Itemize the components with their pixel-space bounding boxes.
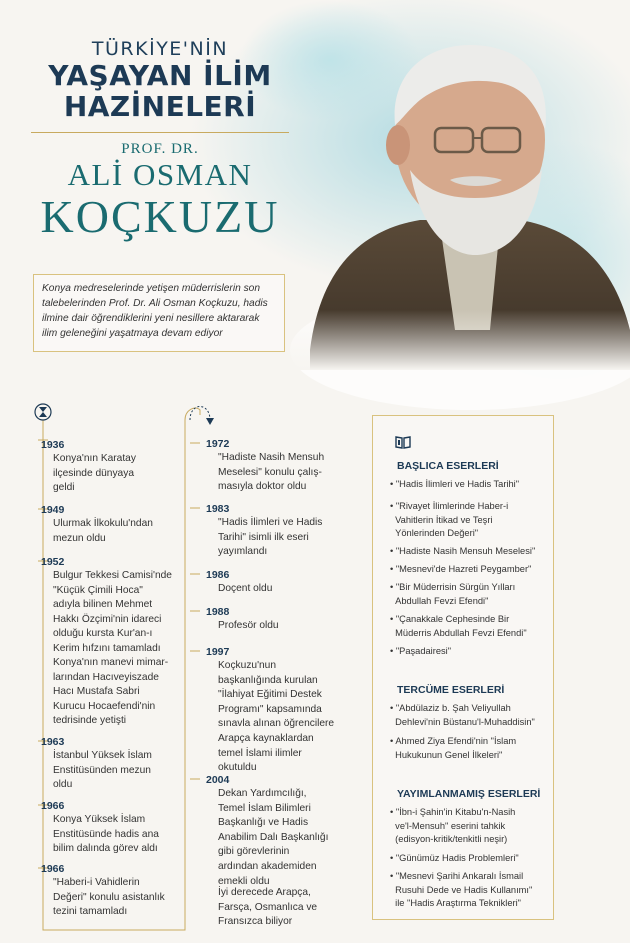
timeline-entry [206,503,322,560]
list-item: • Ahmed Ziya Efendi'nin "İslam Hukukunun Genel İlkeleri" [390,736,517,760]
list-item: • "Hadis İlimleri ve Hadis Tarihi" [390,479,520,489]
timeline-entry [206,886,317,930]
academic-title: PROF. DR. [121,141,199,157]
timeline-text: "Hadiste Nasih Mensuh Meselesi" konulu çalış- masıyla doktor oldu [218,452,325,493]
series-title-line2: HAZİNELERİ [63,90,257,123]
main-works-heading: BAŞLICA ESERLERİ [397,460,499,472]
timeline-text: Dekan Yardımcılığı, Temel İslam Bilimleri Başkanlığı ve Hadis Anabilim Dalı Başkanlığı gibi görevlerinin ardından akademiden emekli oldu [218,788,329,887]
translations-heading: TERCÜME ESERLERİ [397,684,505,696]
timeline-entry [41,656,168,729]
timeline-entry [41,863,165,920]
timeline-year: 1966 [41,800,65,812]
timeline-entry [41,439,136,496]
list-item: • "Abdülaziz b. Şah Veliyullah Dehlevi'nin Büstanu'l-Muhaddisin" [390,703,535,727]
person-last-name: KOÇKUZU [40,191,280,242]
hourglass-icon [35,404,51,420]
unpublished-heading: YAYIMLANMAMIŞ ESERLERİ [397,788,541,800]
timeline-text: Bulgur Tekkesi Camisi'nde "Küçük Çimili Hoca" adıyla bilinen Mehmet Hakkı Özçimi'nin idareci olduğu kursta Kur'an-ı Kerim hıfzını tamamladı [53,570,172,654]
timeline-text: Koçkuzu'nun başkanlığında kurulan "İlahiyat Eğitimi Destek Programı" kapsamında sınavla alınan öğrencilere Arapça kaynaklardan temel İslami ilimler okutuldu [218,660,335,774]
series-top-title: TÜRKİYE'NİN [91,38,229,60]
list-item: • "Mesnevi Şarihi Ankaralı İsmail Rusuhi Dede ve Hadis Kullanımı" ile "Hadis Araştırma Teknikleri" [390,871,533,909]
timeline-year: 1988 [206,606,230,618]
series-title-line1: YAŞAYAN İLİM [48,59,272,92]
timeline-year: 2004 [206,774,230,786]
timeline-text: Doçent oldu [218,583,273,594]
timeline-entry [41,504,153,546]
timeline-text: Profesör oldu [218,620,279,631]
timeline-year: 1966 [41,863,65,875]
timeline-text: Konya'nın manevi mimar- larından Hacıveyiszade Hacı Mustafa Sabri Kurucu Hocaefendi'nin tedrisinde yetişti [53,657,169,727]
timeline-year: 1972 [206,438,230,450]
timeline-entry [206,606,279,634]
list-item: • "Çanakkale Cephesinde Bir Müderris Abdullah Fevzi Efendi" [390,614,527,638]
timeline-year: 1983 [206,503,230,515]
list-item: • "Günümüz Hadis Problemleri" [390,853,519,863]
timeline-entry [206,774,328,889]
timeline-entry [41,800,159,857]
timeline-year: 1963 [41,736,65,748]
person-first-name: ALİ OSMAN [67,157,253,192]
timeline-entry [206,569,272,597]
book-icon [395,435,411,449]
title-block [0,34,320,242]
timeline-text: Konya'nın Karatay ilçesinde dünyaya geldi [53,453,136,494]
timeline-year: 1949 [41,504,65,516]
timeline-text: İstanbul Yüksek İslam Enstitüsünden mezun oldu [53,750,152,791]
list-item: • "Mesnevi'de Hazreti Peygamber" [390,564,532,574]
list-item: • "Rivayet İlimlerinde Haber-i Vahitlerin İtikad ve Teşri Yönlerinden Değeri" [390,501,509,539]
timeline-entry [41,736,152,793]
timeline-year: 1952 [41,556,65,568]
intro-summary: Konya medreselerinde yetişen müderrislerin son talebelerinden Prof. Dr. Ali Osman Koçkuzu, hadis ilmine dair öğrendiklerini yeni nesillere aktararak ilim geleneğini yaşatmaya devam ediyor [33,274,285,352]
timeline-year: 1936 [41,439,65,451]
timeline-entry [206,438,324,495]
timeline-entry [41,556,172,657]
title-divider [31,132,289,133]
portrait-photo [290,30,630,370]
timeline-text: "Hadis İlimleri ve Hadis Tarihi" isimli ilk eseri yayımlandı [218,517,323,558]
timeline-text: Ulurmak İlkokulu'ndan mezun oldu [53,518,153,544]
list-item: • "Hadiste Nasih Mensuh Meselesi" [390,546,536,556]
list-item: • "Bir Müderrisin Sürgün Yılları Abdullah Fevzi Efendi" [390,582,516,606]
timeline-text: "Haberi-i Vahidlerin Değeri" konulu asistanlık tezini tamamladı [53,877,165,918]
list-item: • "İbn-i Şahin'in Kitabu'n-Nasih ve'l-Mensuh" eserini tahkik (edisyon-kritik/tenkitli neşir) [390,807,516,845]
timeline-entry [206,646,334,776]
timeline-year: 1986 [206,569,230,581]
timeline-text: İyi derecede Arapça, Farsça, Osmanlıca ve Fransızca biliyor [218,887,318,928]
list-item: • "Paşadairesi" [390,646,452,656]
timeline-text: Konya Yüksek İslam Enstitüsünde hadis ana bilim dalında görev aldı [53,814,159,855]
timeline-year: 1997 [206,646,230,658]
